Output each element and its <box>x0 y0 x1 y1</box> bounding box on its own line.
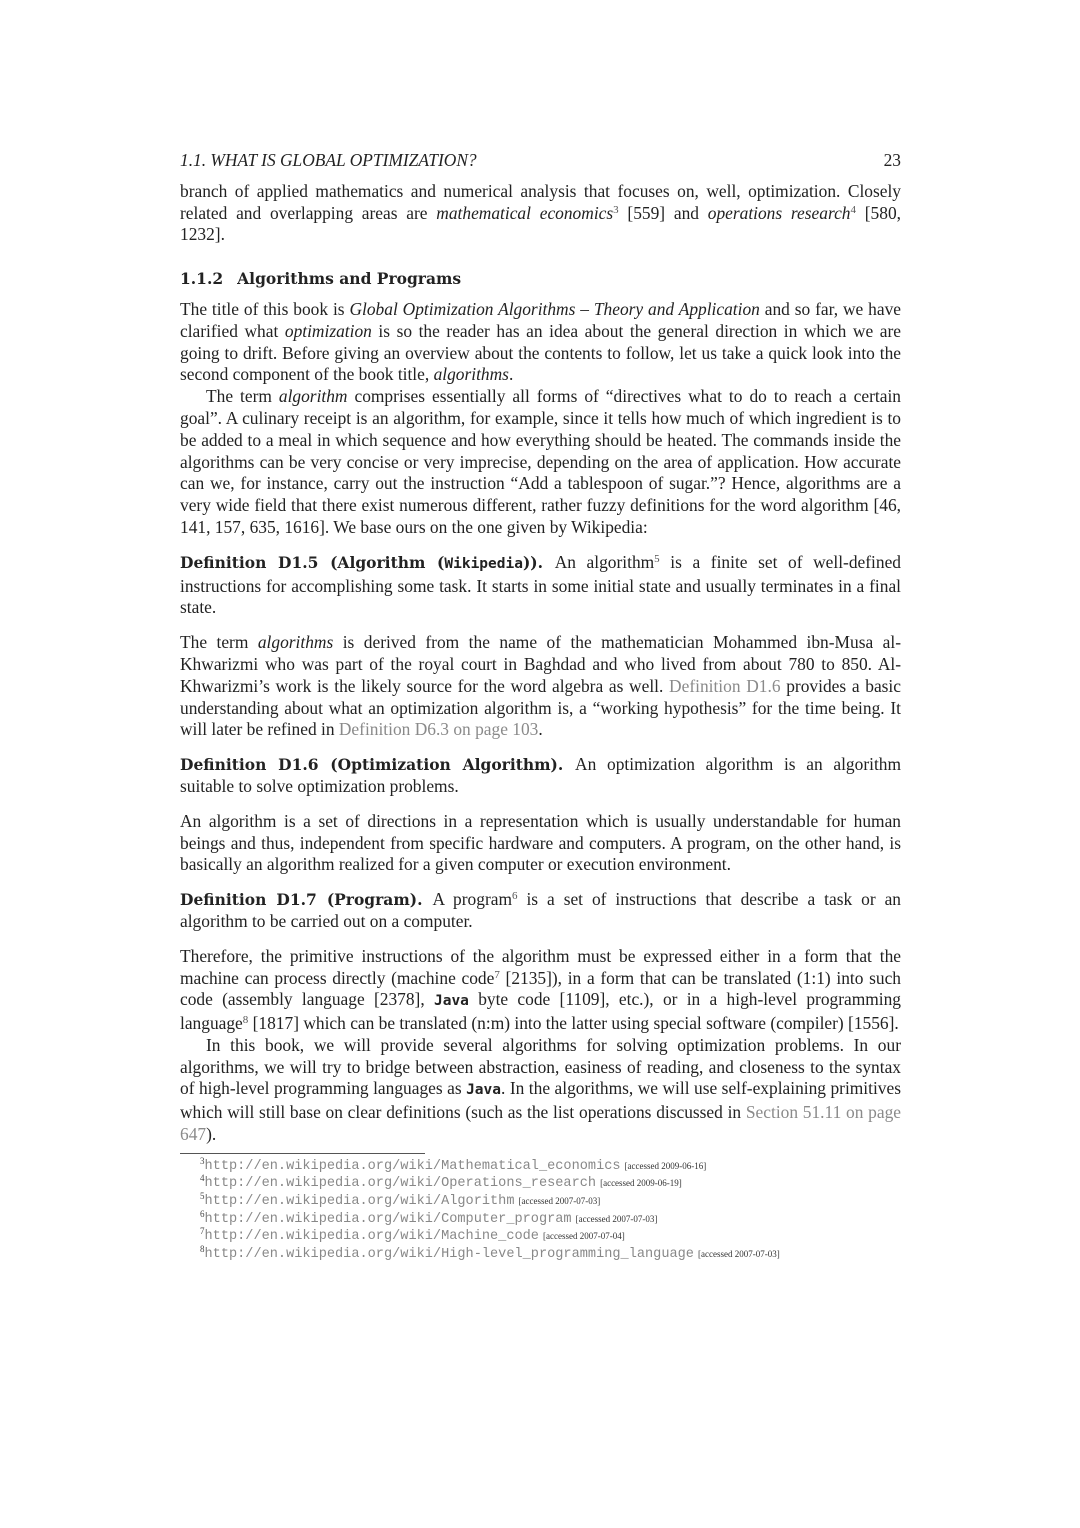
accessed-date: [accessed 2007-07-04] <box>542 1231 625 1242</box>
section-heading <box>180 268 901 290</box>
document-page <box>180 150 901 1262</box>
footnote-number: 5 <box>200 1191 205 1202</box>
code-term: Java <box>433 993 469 1010</box>
text-run: The term <box>206 386 279 407</box>
text-run: is so the reader has an idea about the general direction in which we are going to drift. Before giving an overview about the contents to follow, let us take a quick look into the second component of the book title, <box>180 320 901 385</box>
footnote-url-link[interactable]: http://en.wikipedia.org/wiki/High-level_programming_language <box>204 1246 694 1262</box>
text-run: . <box>538 719 543 740</box>
emphasis: Global Optimization Algorithms – Theory and Application <box>349 298 760 319</box>
definition-paragraph <box>180 552 901 619</box>
accessed-date: [accessed 2009-06-19] <box>600 1178 682 1189</box>
text-run: is a finite set of well-defined instructions for accomplishing some task. It starts in some initial state and usually terminates in a final state. <box>180 551 901 618</box>
cross-reference-link[interactable]: Definition D1.6 <box>669 675 781 696</box>
footnote-number: 4 <box>200 1173 205 1184</box>
accessed-date: [accessed 2009-06-16] <box>624 1160 707 1171</box>
paragraph <box>180 299 901 386</box>
paragraph <box>180 632 901 741</box>
text-run: byte code [1109], etc.), or in a high-level programming language <box>180 989 901 1034</box>
text-run: ). <box>206 1124 217 1145</box>
definition-paragraph <box>180 754 901 798</box>
accessed-date: [accessed 2007-07-03] <box>518 1196 601 1207</box>
text-run: . <box>508 364 514 385</box>
footnote <box>180 1174 901 1192</box>
footnote-number: 8 <box>200 1243 205 1254</box>
text-run: and so far, we have clarified what <box>180 298 901 341</box>
footnote-url-link[interactable]: http://en.wikipedia.org/wiki/Computer_program <box>204 1211 572 1227</box>
footnote-rule <box>180 1153 425 1154</box>
accessed-date: [accessed 2007-07-03] <box>575 1213 658 1224</box>
text-run: branch of applied mathematics and numerical analysis that focuses on, well, optimization. Closely related and overlapping areas are <box>180 180 901 223</box>
footnote-number: 6 <box>200 1208 205 1219</box>
header-section-title: 1.1. WHAT IS GLOBAL OPTIMIZATION? <box>180 150 477 170</box>
section-title: Algorithms and Programs <box>237 269 462 289</box>
definition-label: Definition D1.6 (Optimization Algorithm). <box>180 755 576 775</box>
footnote-url-link[interactable]: http://en.wikipedia.org/wiki/Machine_code <box>204 1229 539 1245</box>
cross-reference-link[interactable]: Section 51.11 on page 647 <box>180 1102 901 1145</box>
definition-label: )). <box>522 552 555 572</box>
paragraph <box>180 811 901 876</box>
text-run: comprises essentially all forms of “directives what to do to reach a certain goal”. A culinary receipt is an algorithm, for example, since it tells how much of which ingredient is to be added to a meal in which sequence and how everything should be heated. The commands inside the algorithms can be very concise or very imprecise, depending on the area of application. How accurate can we, for instance, carry out the instruction “Add a tablespoon of sugar.”? Hence, algorithms are a very wide field that there exist numerous different, rather fuzzy definitions for the word algorithm [46, 141, 157, 635, 1616]. We base ours on the one given by Wikipedia: <box>180 386 901 537</box>
text-run: provides a basic understanding about what an optimization algorithm is, a “working hypothesis” for the time being. It will later be refined in <box>180 675 901 740</box>
footnote-url-link[interactable]: http://en.wikipedia.org/wiki/Algorithm <box>204 1194 515 1210</box>
footnote-number: 3 <box>200 1155 205 1166</box>
accessed-date: [accessed 2007-07-03] <box>697 1248 780 1259</box>
text-run: [559] and <box>618 202 708 223</box>
footnote-number: 7 <box>200 1226 205 1237</box>
footnote-marker[interactable]: 4 <box>850 203 856 216</box>
footnote-url-link[interactable]: http://en.wikipedia.org/wiki/Mathematical_economics <box>204 1158 621 1174</box>
footnotes <box>180 1157 901 1263</box>
footnote <box>180 1192 901 1210</box>
paragraph <box>180 1035 901 1146</box>
code-term: Wikipedia <box>444 555 523 572</box>
paragraph <box>180 181 901 246</box>
text-run: A program <box>432 889 512 910</box>
text-run: An algorithm <box>554 551 655 572</box>
footnote-marker[interactable]: 7 <box>494 968 500 981</box>
footnote <box>180 1157 901 1175</box>
section-number: 1.1.2 <box>180 269 224 289</box>
footnote <box>180 1245 901 1263</box>
text-run: In this book, we will provide several algorithms for solving optimization problems. In our algorithms, we will try to bridge between abstraction, easiness of reading, and closeness to the syntax of high-level programming languages as <box>180 1034 901 1099</box>
code-term: Java <box>466 1082 501 1099</box>
definition-label: Definition D1.7 (Program). <box>180 890 433 910</box>
text-run: is a set of instructions that describe a task or an algorithm to be carried out on a computer. <box>180 889 901 931</box>
footnote-url-link[interactable]: http://en.wikipedia.org/wiki/Operations_research <box>204 1176 597 1192</box>
footnote-marker[interactable]: 8 <box>242 1014 249 1027</box>
text-run: [580, 1232]. <box>180 202 901 245</box>
footnote-marker[interactable]: 3 <box>613 203 619 216</box>
definition-paragraph <box>180 889 901 933</box>
page-number: 23 <box>883 150 901 170</box>
footnote <box>180 1210 901 1228</box>
paragraph <box>180 386 901 539</box>
text-run: An optimization algorithm is an algorithm suitable to solve optimization problems. <box>180 754 901 796</box>
running-header <box>180 150 901 172</box>
emphasis: mathematical economics <box>436 202 614 223</box>
emphasis: operations research <box>707 202 851 223</box>
definition-label: Definition D1.5 (Algorithm ( <box>180 552 445 572</box>
footnote <box>180 1227 901 1245</box>
footnote-marker[interactable]: 6 <box>511 890 518 903</box>
text-run: [2135]), in a form that can be translated (1:1) into such code (assembly language [2378], <box>180 967 902 1010</box>
footnote-marker[interactable]: 5 <box>654 552 660 565</box>
body-text <box>180 181 901 1146</box>
emphasis: algorithms <box>433 364 509 385</box>
cross-reference-link[interactable]: Definition D6.3 on page 103 <box>338 719 539 740</box>
text-run: . In the algorithms, we will use self-explaining primitives which will still base on clear definitions (such as the list operations discussed in <box>180 1078 901 1123</box>
emphasis: algorithm <box>278 386 348 407</box>
text-run: An algorithm is a set of directions in a representation which is usually understandable for human beings and thus, independent from specific hardware and computers. A program, on the other hand, is basically an algorithm realized for a given computer or execution environment. <box>180 810 901 875</box>
text-run: [1817] which can be translated (n:m) into the latter using special software (compiler) [1556]. <box>248 1013 899 1034</box>
text-run: is derived from the name of the mathematician Mohammed ibn-Musa al-Khwarizmi who was part of the royal court in Baghdad and who lived from about 780 to 850. Al-Khwarizmi’s work is the likely source for the word algebra as well. <box>180 632 902 696</box>
text-run: Therefore, the primitive instructions of the algorithm must be expressed either in a form that the machine can process directly (machine code <box>180 945 901 988</box>
text-run: The term <box>180 632 258 653</box>
paragraph <box>180 946 901 1035</box>
emphasis: algorithms <box>257 632 334 653</box>
emphasis: optimization <box>284 320 372 341</box>
text-run: The title of this book is <box>180 298 350 319</box>
